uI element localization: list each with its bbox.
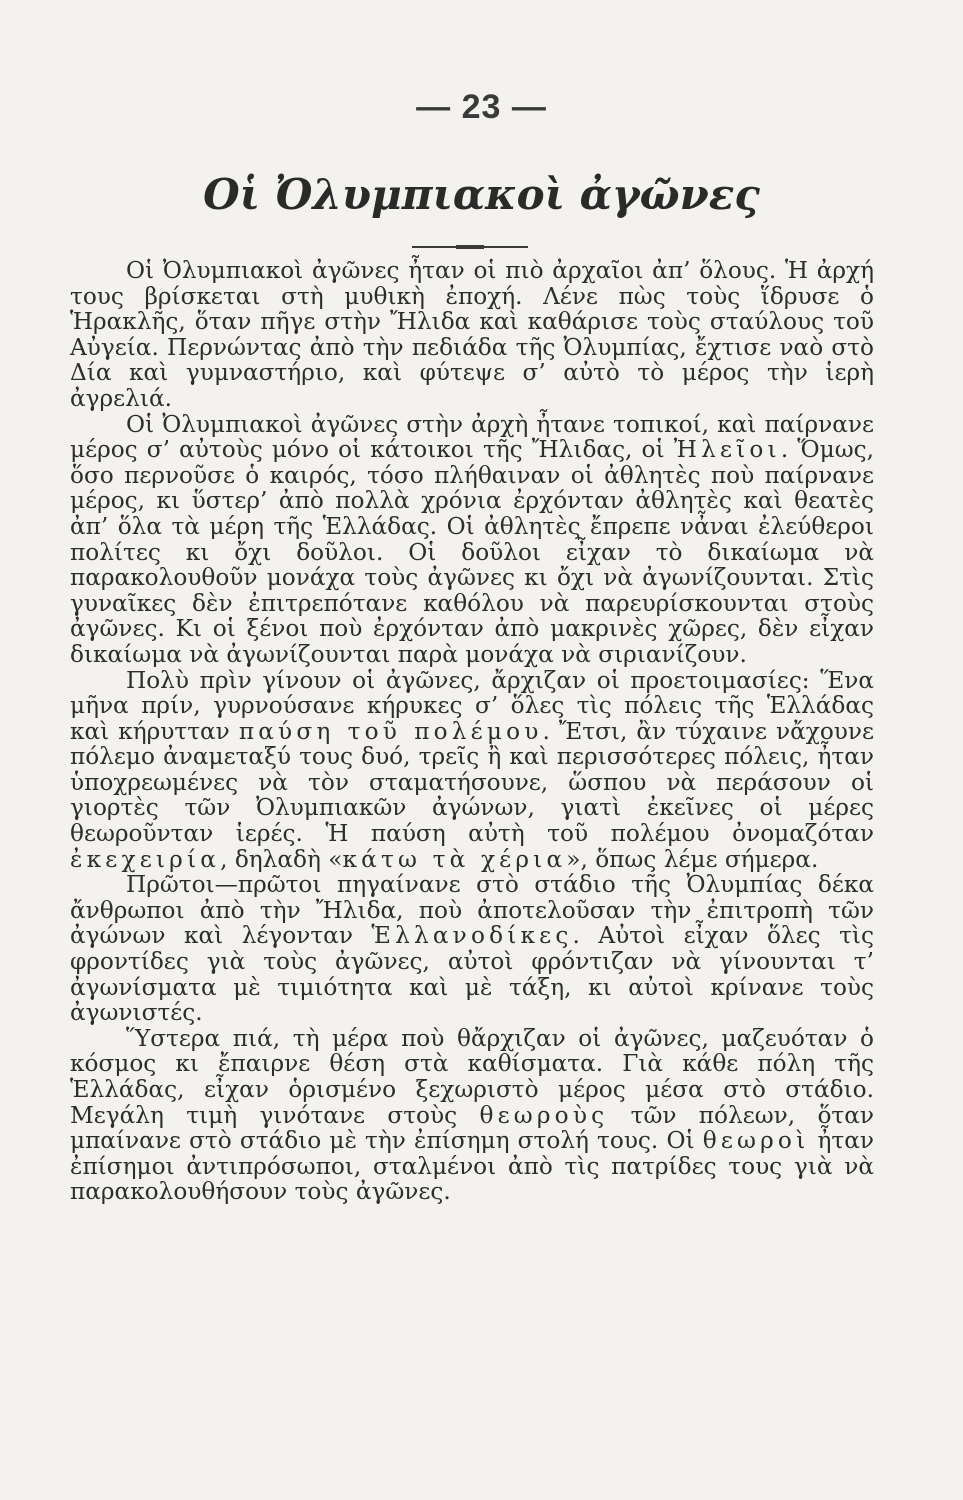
spaced-emphasis: παύση τοῦ πολέμου	[238, 717, 543, 745]
spaced-emphasis: θεωροὺς	[479, 1101, 609, 1129]
text-run: Οἱ Ὀλυμπιακοὶ ἀγῶνες στὴν ἀρχὴ ἦτανε τοπικοί, καὶ παίρνανε μέρος σ’ αὐτοὺς μόνο οἱ κάτοικοι τῆς Ἤλιδας, οἱ	[70, 410, 874, 464]
text-run: , δηλαδὴ «	[220, 845, 343, 873]
page-number: — 23 —	[416, 88, 547, 126]
text-run: Πολὺ πρὶν γίνουν οἱ ἀγῶνες, ἄρχιζαν οἱ προετοιμασίες: Ἕνα μῆνα πρίν, γυρνούσανε κήρυκες σ’ ὅλες τὶς πόλεις τῆς Ἑλλάδας καὶ κήρυτταν	[70, 666, 874, 745]
paragraph	[70, 872, 874, 1026]
paragraph	[70, 412, 874, 668]
spaced-emphasis: Ἠλεῖοι	[673, 436, 781, 464]
paragraph	[70, 668, 874, 873]
text-run: Ὕστερα πιά, τὴ μέρα ποὺ θἄρχιζαν οἱ ἀγῶνες, μαζευόταν ὁ κόσμος κι ἔπαιρνε θέση στὰ καθίσματα. Γιὰ κάθε πόλη τῆς Ἑλλάδας, εἶχαν ὁρισμένο ξεχωριστὸ μέρος μέσα στὸ στάδιο. Μεγάλη τιμὴ γινότανε στοὺς	[70, 1024, 874, 1129]
text-run: Πρῶτοι—πρῶτοι πηγαίνανε στὸ στάδιο τῆς Ὀλυμπίας δέκα ἄνθρωποι ἀπὸ τὴν Ἤλιδα, ποὺ ἀποτελοῦσαν τὴν ἐπιτροπὴ τῶν ἀγώνων καὶ λέγονταν	[70, 871, 874, 950]
spaced-emphasis: Ἑλλανοδίκες	[371, 922, 573, 950]
paragraph	[70, 258, 874, 412]
body-text	[70, 258, 874, 1205]
paragraph	[70, 1026, 874, 1205]
text-run: . Ἔτσι, ἂν τύχαινε νἄχουνε πόλεμο ἀναμεταξύ τους δυό, τρεῖς ἢ καὶ περισσότερες πόλεις, ἦταν ὑποχρεωμένες νὰ τὸν σταματήσουνε, ὥσπου νὰ περάσουν οἱ γιορτὲς τῶν Ὀλυμπιακῶν ἀγώνων, γιατὶ ἐκεῖνες οἱ μέρες θεωροῦνταν ἱερές. Ἡ παύση αὐτὴ τοῦ πολέμου ὀνομαζόταν	[70, 717, 874, 848]
title-divider	[412, 246, 528, 248]
spaced-emphasis: θεωροὶ	[702, 1127, 810, 1155]
spaced-emphasis: ἐκεχειρία	[70, 845, 221, 873]
text-run: Οἱ Ὀλυμπιακοὶ ἀγῶνες ἦταν οἱ πιὸ ἀρχαῖοι ἀπ’ ὅλους. Ἡ ἀρχή τους βρίσκεται στὴ μυθικὴ ἐποχή. Λένε πὼς τοὺς ἵδρυσε ὁ Ἡρακλῆς, ὅταν πῆγε στὴν Ἤλιδα καὶ καθάρισε τοὺς σταύλους τοῦ Αὐγεία. Περνώντας ἀπὸ τὴν πεδιάδα τῆς Ὀλυμπίας, ἔχτισε ναὸ στὸ Δία καὶ γυμναστήριο, καὶ φύτεψε σ’ αὐτὸ τὸ μέρος τὴν ἱερὴ ἀγρελιά.	[70, 257, 874, 412]
chapter-title: Οἱ Ὀλυμπιακοὶ ἀγῶνες	[203, 170, 760, 219]
text-run: τῶν πόλεων, ὅταν μπαίνανε στὸ στάδιο μὲ τὴν ἐπίσημη στολή τους. Οἱ	[70, 1101, 874, 1155]
text-run: », ὅπως λέμε σήμερα.	[566, 845, 819, 873]
text-run: . Ὅμως, ὅσο περνοῦσε ὁ καιρός, τόσο πλήθαιναν οἱ ἀθλητὲς ποὺ παίρνανε μέρος, κι ὕστερ’ ἀπὸ πολλὰ χρόνια ἐρχόνταν ἀθλητὲς καὶ θεατὲς ἀπ’ ὅλα τὰ μέρη τῆς Ἑλλάδας. Οἱ ἀθλητὲς ἔπρεπε νἆναι ἐλεύθεροι πολίτες κι ὄχι δοῦλοι. Οἱ δοῦλοι εἶχαν τὸ δικαίωμα νὰ παρακολουθοῦν μονάχα τοὺς ἀγῶνες κι ὄχι νὰ ἀγωνίζουνται. Στὶς γυναῖκες δὲν ἐπιτρεπότανε καθόλου νὰ παρευρίσκουνται στοὺς ἀγῶνες. Κι οἱ ξένοι ποὺ ἐρχόνταν ἀπὸ μακρινὲς χῶρες, δὲν εἶχαν δικαίωμα νὰ ἀγωνίζουνται παρὰ μονάχα νὰ σιριανίζουν.	[70, 436, 874, 668]
text-run: ἦταν ἐπίσημοι ἀντιπρόσωποι, σταλμένοι ἀπὸ τὶς πατρίδες τους γιὰ νὰ παρακολουθήσουν τοὺς ἀγῶνες.	[70, 1127, 874, 1206]
text-run: . Αὐτοὶ εἶχαν ὅλες τὶς φροντίδες γιὰ τοὺς ἀγῶνες, αὐτοὶ φρόντιζαν νὰ γίνουνται τ’ ἀγωνίσματα μὲ τιμιότητα καὶ μὲ τάξη, κι αὐτοὶ κρίνανε τοὺς ἀγωνιστές.	[70, 922, 874, 1027]
spaced-emphasis: κάτω τὰ χέρια	[342, 845, 567, 873]
